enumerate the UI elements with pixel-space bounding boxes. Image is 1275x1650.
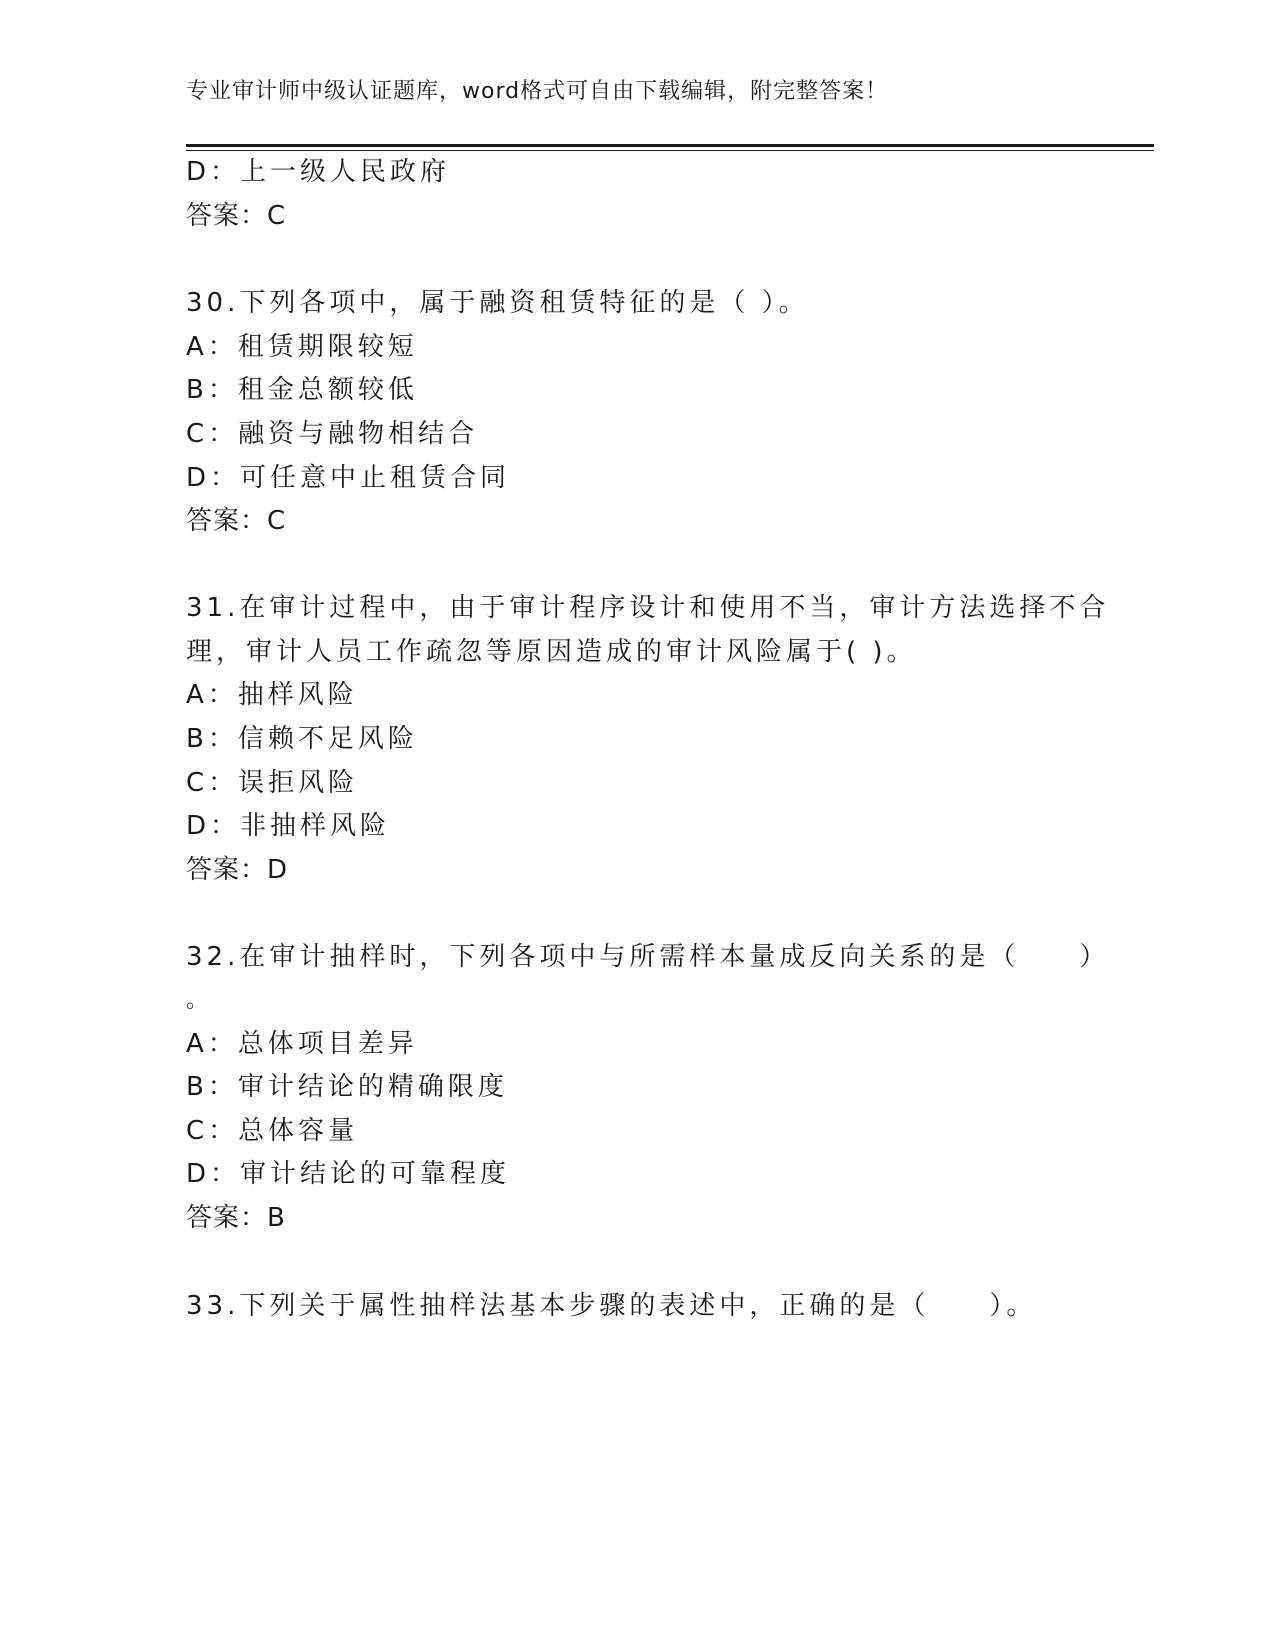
answer: 答案：B <box>186 1203 286 1233</box>
option-b: B：租金总额较低 <box>186 375 418 405</box>
option-c: C：误拒风险 <box>186 768 359 798</box>
question-30: 30.下列各项中，属于融资租赁特征的是（ ）。 <box>186 288 809 318</box>
option-b: B：审计结论的精确限度 <box>186 1072 508 1102</box>
option-d: D：审计结论的可靠程度 <box>186 1159 511 1189</box>
option-c: C：总体容量 <box>186 1116 359 1146</box>
option-a: A：抽样风险 <box>186 680 358 710</box>
answer: 答案：D <box>186 855 289 885</box>
question-32: 32.在审计抽样时，下列各项中与所需样本量成反向关系的是（ ） <box>186 942 1110 972</box>
question-31-continued: 理，审计人员工作疏忽等原因造成的审计风险属于( )。 <box>186 637 917 667</box>
option-d: D：可任意中止租赁合同 <box>186 463 511 493</box>
question-31: 31.在审计过程中，由于审计程序设计和使用不当，审计方法选择不合 <box>186 593 1110 623</box>
option-d: D：上一级人民政府 <box>186 157 451 187</box>
option-b: B：信赖不足风险 <box>186 724 418 754</box>
answer: 答案：C <box>186 201 287 231</box>
answer: 答案：C <box>186 506 287 536</box>
option-a: A：租赁期限较短 <box>186 332 418 362</box>
option-a: A：总体项目差异 <box>186 1029 418 1059</box>
option-c: C：融资与融物相结合 <box>186 419 479 449</box>
question-33: 33.下列关于属性抽样法基本步骤的表述中，正确的是（ ）。 <box>186 1291 1037 1321</box>
option-d: D：非抽样风险 <box>186 811 391 841</box>
header-rule-thick <box>186 144 1154 147</box>
question-32-continued: 。 <box>186 988 209 1013</box>
page-header: 专业审计师中级认证题库，word格式可自由下载编辑，附完整答案！ <box>186 79 889 104</box>
header-rule-thin <box>186 150 1154 151</box>
